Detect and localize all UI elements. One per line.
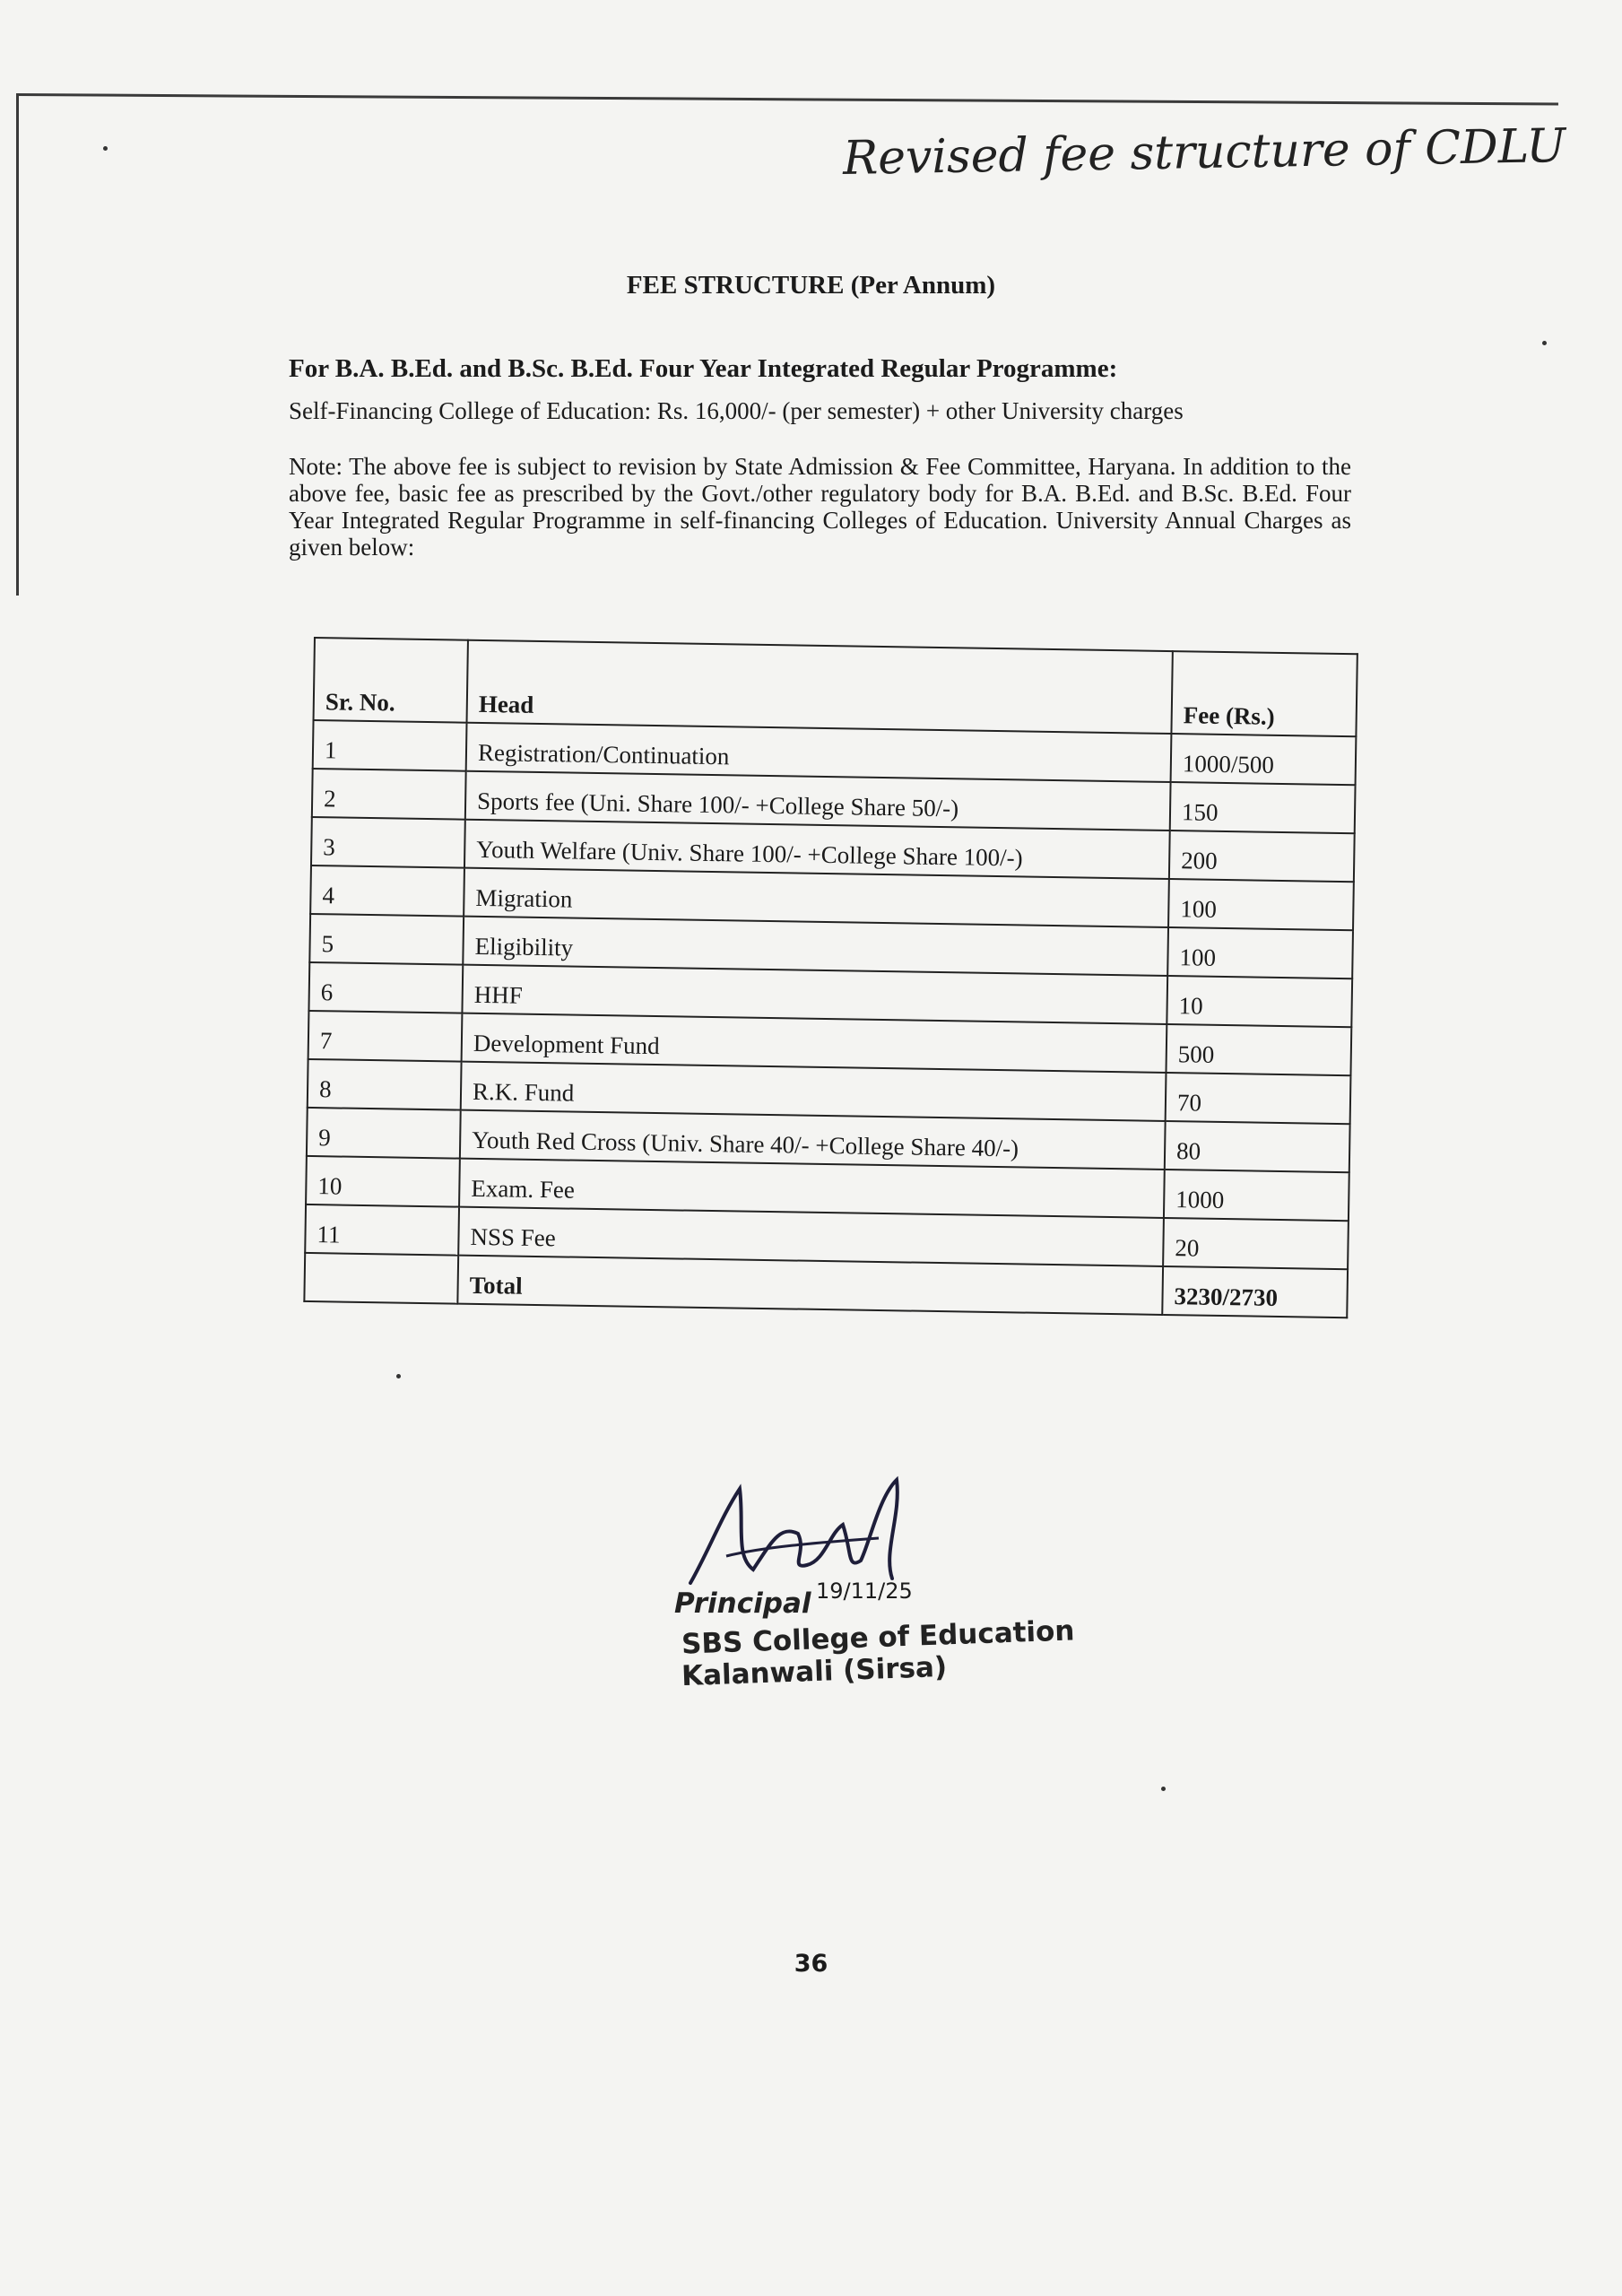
scan-speck [396,1374,401,1378]
cell-sr: 5 [309,914,464,965]
signature-place: Kalanwali (Sirsa) [681,1650,948,1693]
cell-sr: 3 [311,817,465,868]
signature-scribble [672,1471,959,1596]
cell-sr: 7 [308,1011,463,1062]
cell-fee: 1000/500 [1171,734,1357,785]
cell-sr: 11 [305,1205,459,1256]
cell-head: Sports fee (Uni. Share 100/- +College Share 50/-) [465,771,1171,831]
scan-speck [1161,1787,1166,1791]
cell-head: Registration/Continuation [466,723,1172,782]
header-fee: Fee (Rs.) [1171,651,1357,736]
left-border-line [16,93,19,596]
cell-fee: 150 [1170,782,1356,833]
signature-stamp [672,1471,1076,1704]
cell-fee: 20 [1163,1218,1349,1269]
table-header-row [314,638,1357,736]
signature-designation: Principal [674,1587,811,1620]
cell-sr: 8 [308,1059,462,1110]
cell-fee: 80 [1165,1121,1350,1172]
cell-total-fee: 3230/2730 [1162,1266,1348,1318]
cell-fee: 70 [1166,1073,1351,1124]
top-border-line [16,93,1558,106]
cell-head: Youth Welfare (Univ. Share 100/- +College Share 100/-) [464,820,1170,879]
fee-table [303,637,1358,1318]
cell-head: Development Fund [462,1013,1167,1073]
cell-fee: 200 [1169,831,1355,882]
cell-head: HHF [462,965,1167,1024]
semester-fee-line: Self-Financing College of Education: Rs. 16,000/- (per semester) + other University charges [289,397,1184,424]
cell-head: Youth Red Cross (Univ. Share 40/- +College Share 40/-) [460,1110,1166,1170]
scan-speck [1542,341,1547,345]
cell-head: NSS Fee [458,1207,1164,1266]
document-title: FEE STRUCTURE (Per Annum) [626,271,996,300]
cell-head: Migration [464,868,1169,927]
cell-fee: 100 [1167,927,1353,978]
cell-fee: 100 [1168,879,1354,930]
cell-fee: 500 [1166,1024,1351,1075]
handwritten-annotation: Revised fee structure of CDLU [842,118,1566,187]
cell-sr: 6 [308,962,463,1013]
cell-head: Exam. Fee [459,1159,1165,1218]
cell-head: Eligibility [463,917,1168,976]
cell-fee: 1000 [1164,1170,1349,1221]
cell-sr: 1 [313,720,467,771]
cell-sr: 2 [312,769,466,820]
cell-total-label: Total [457,1256,1163,1315]
cell-sr: 4 [310,865,464,917]
signature-date: 19/11/25 [816,1578,913,1604]
signature-college: SBS College of Education [681,1614,1076,1661]
note-paragraph: Note: The above fee is subject to revision by State Admission & Fee Committee, Haryana. In addition to the above fee, basic fee as prescribed by the Govt./other regulatory body for B.A. B.Ed. and B.Sc. B.Ed. Four Year Integrated Regular Programme in self-financing Colleges of Education. University Annual Charges as given below: [289,453,1351,561]
cell-head: R.K. Fund [461,1062,1167,1121]
cell-sr: 9 [307,1108,461,1159]
programme-heading: For B.A. B.Ed. and B.Sc. B.Ed. Four Year Integrated Regular Programme: [289,354,1118,383]
page-number: 36 [794,1950,828,1978]
header-head: Head [467,640,1173,734]
header-sr-no: Sr. No. [314,638,468,723]
cell-sr: 10 [306,1156,460,1207]
cell-sr [304,1253,458,1304]
scan-speck [103,146,108,151]
cell-fee: 10 [1167,976,1352,1027]
